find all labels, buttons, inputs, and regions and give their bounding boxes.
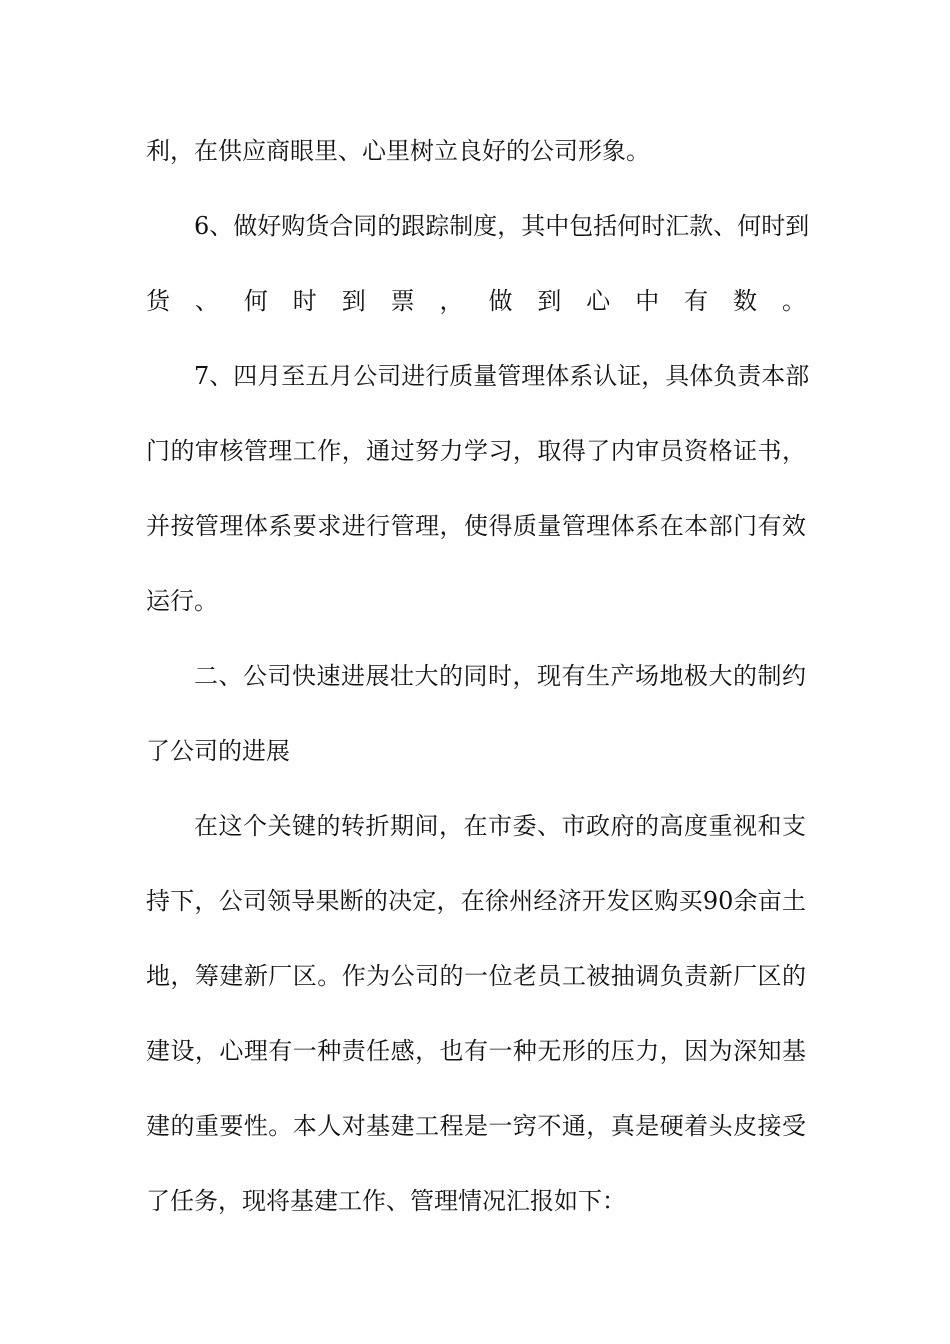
text-line-13: 建设，心理有一种责任感，也有一种无形的压力，因为深知基 [146,1037,806,1065]
text-line-5: 门的审核管理工作，通过努力学习，取得了内审员资格证书， [146,437,806,465]
text-line-6: 并按管理体系要求进行管理，使得质量管理体系在本部门有效 [146,512,806,540]
text-line-1: 利，在供应商眼里、心里树立良好的公司形象。 [146,137,650,165]
text-line-10: 在这个关键的转折期间，在市委、市政府的高度重视和支 [194,812,806,840]
text-line-15: 了任务，现将基建工作、管理情况汇报如下： [146,1187,626,1215]
text-line-2: 6、做好购货合同的跟踪制度，其中包括何时汇款、何时到 [194,212,810,240]
text-line-8: 二、公司快速进展壮大的同时，现有生产场地极大的制约 [194,662,806,690]
text-line-12: 地，筹建新厂区。作为公司的一位老员工被抽调负责新厂区的 [146,962,806,990]
text-line-9: 了公司的进展 [146,737,290,765]
text-line-11: 持下，公司领导果断的决定，在徐州经济开发区购买90余亩土 [146,887,806,915]
text-line-14: 建的重要性。本人对基建工程是一窍不通，真是硬着头皮接受 [146,1112,806,1140]
text-line-4: 7、四月至五月公司进行质量管理体系认证，具体负责本部 [194,362,810,390]
text-line-3: 货、何时到票，做到心中有数。 [146,287,806,315]
text-line-7: 运行。 [146,587,218,615]
